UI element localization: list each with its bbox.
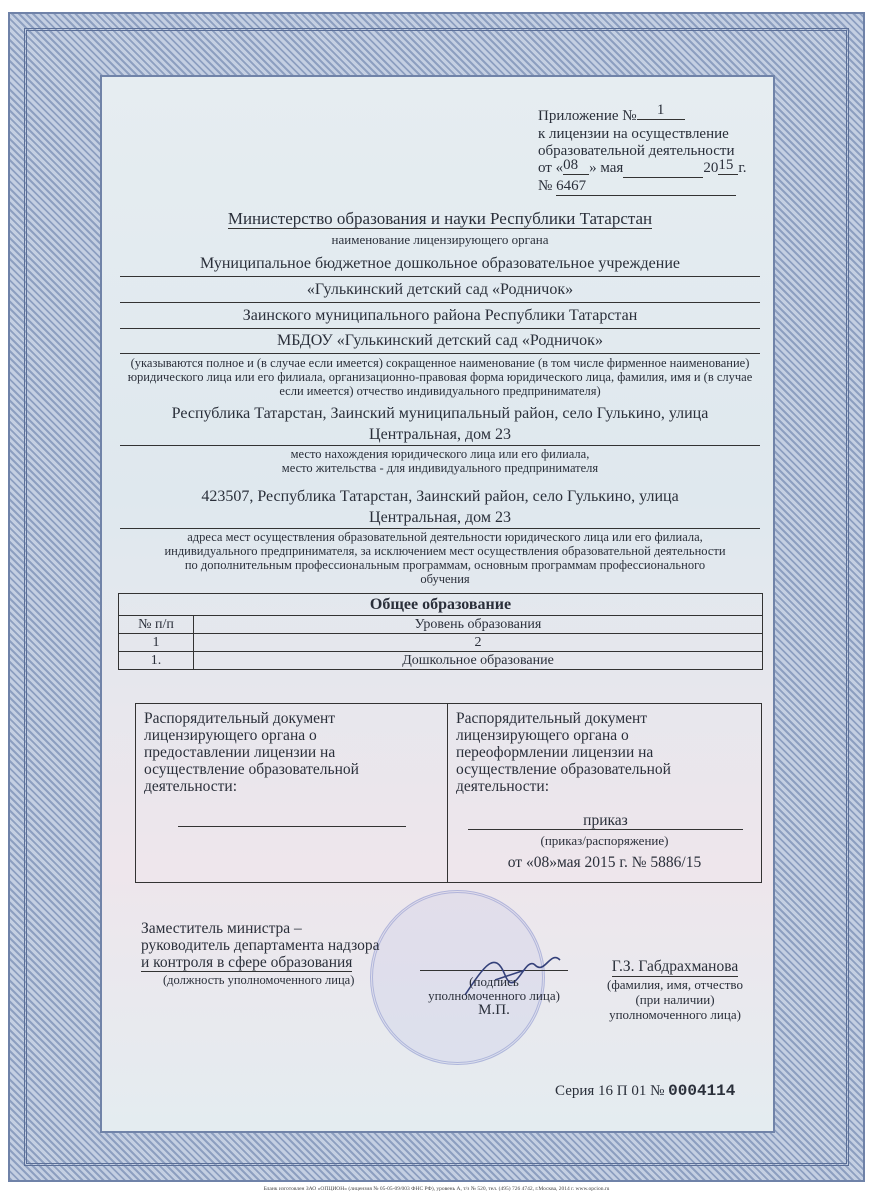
date-day: 08 [563, 157, 589, 175]
date-month: » мая [589, 160, 624, 176]
address-caption: адреса мест осуществления образовательной деятельности юридического лица или его филиала, индивидуального предпринимателя, за исключением мест осуществления образовательной деятельности по дополнительным профессиональным программам, основным программам профессионального обучения [164, 530, 726, 586]
no-label: № [538, 178, 553, 194]
signatory-name: Г.З. Габдрахманова [611, 958, 739, 975]
address-line2: Центральная, дом 23 [120, 507, 760, 529]
row-number: 1. [119, 652, 194, 670]
year-prefix: 20 [703, 160, 719, 176]
order-reference: от «08»мая 2015 г. № 5886/15 [507, 854, 702, 871]
doc-type-caption: (приказ/распоряжение) [540, 833, 669, 848]
location-caption1: место нахождения юридического лица или его филиала, [290, 447, 590, 461]
name-caption3: уполномоченного лица) [609, 1007, 741, 1022]
license-number: 6467 [556, 178, 736, 196]
appendix-label: Приложение № [538, 108, 637, 124]
address-line1: 423507, Республика Татарстан, Заинский район, село Гулькино, улица [201, 488, 679, 505]
org-short-name: МБДОУ «Гулькинский детский сад «Родничок» [120, 332, 760, 354]
column-number-2: 2 [194, 634, 763, 652]
sign-caption1: (подпись [469, 974, 519, 989]
stamp-place: М.П. [478, 1002, 510, 1018]
table-title: Общее образование [119, 594, 763, 616]
date-year: 15 [718, 157, 738, 175]
doc-type: приказ [468, 812, 743, 830]
education-table [118, 593, 763, 670]
appendix-block [538, 102, 747, 196]
authority-caption: наименование лицензирующего органа [331, 232, 549, 247]
left-box-text: Распорядительный документ лицензирующего органа о предоставлении лицензии на осуществление образовательной деятельности: [144, 710, 359, 795]
location-caption2: место жительства - для индивидуального предпринимателя [281, 461, 599, 475]
appendix-number: 1 [637, 102, 685, 120]
org-name-line1: Муниципальное бюджетное дошкольное образовательное учреждение [120, 255, 760, 277]
date-prefix: от « [538, 160, 564, 176]
org-caption: (указываются полное и (в случае если имеется) сокращенное наименование (в том числе фирменное наименование) юридического лица или его филиала, организационно-правовая форма юридического лица, фамилия, имя и (в случае если имеется) отчество индивидуального предпринимателя) [127, 356, 753, 398]
authority-name: Министерство образования и науки Республики Татарстан [227, 209, 653, 228]
appendix-line3: образовательной деятельности [538, 143, 735, 159]
appendix-line2: к лицензии на осуществление [538, 126, 729, 142]
header-level: Уровень образования [194, 616, 763, 634]
location-line2: Центральная, дом 23 [120, 424, 760, 446]
location-line1: Республика Татарстан, Заинский муниципальный район, село Гулькино, улица [171, 405, 709, 422]
year-suffix: г. [738, 160, 747, 176]
name-caption1: (фамилия, имя, отчество [607, 977, 743, 992]
position-line1: Заместитель министра – [141, 920, 302, 937]
position-line3: и контроля в сфере образования [141, 954, 353, 971]
serial-label: Серия 16 П 01 № [555, 1083, 665, 1099]
right-box-text: Распорядительный документ лицензирующего органа о переоформлении лицензии на осуществление образовательной деятельности: [456, 710, 671, 795]
header-number: № п/п [119, 616, 194, 634]
left-document-box [135, 703, 448, 883]
sign-caption2: уполномоченного лица) [428, 988, 560, 1003]
serial-number: 0004114 [668, 1082, 736, 1100]
printer-footer: Бланк изготовлен ЗАО «ОПЦИОН» (лицензия № 05-05-09/003 ФНС РФ), уровень А, т/з № 520, тел. (495) 726 4742, г.Москва, 2014 г. www.opcion.ru [263, 1186, 610, 1192]
position-caption: (должность уполномоченного лица) [163, 973, 355, 987]
table-row [119, 652, 763, 670]
name-caption2: (при наличии) [635, 992, 715, 1007]
right-document-box [447, 703, 762, 883]
row-level: Дошкольное образование [194, 652, 763, 670]
org-name-line3: Заинского муниципального района Республики Татарстан [120, 307, 760, 329]
position-line2: руководитель департамента надзора [141, 937, 380, 954]
column-number-1: 1 [119, 634, 194, 652]
org-name-line2: «Гулькинский детский сад «Родничок» [120, 281, 760, 303]
